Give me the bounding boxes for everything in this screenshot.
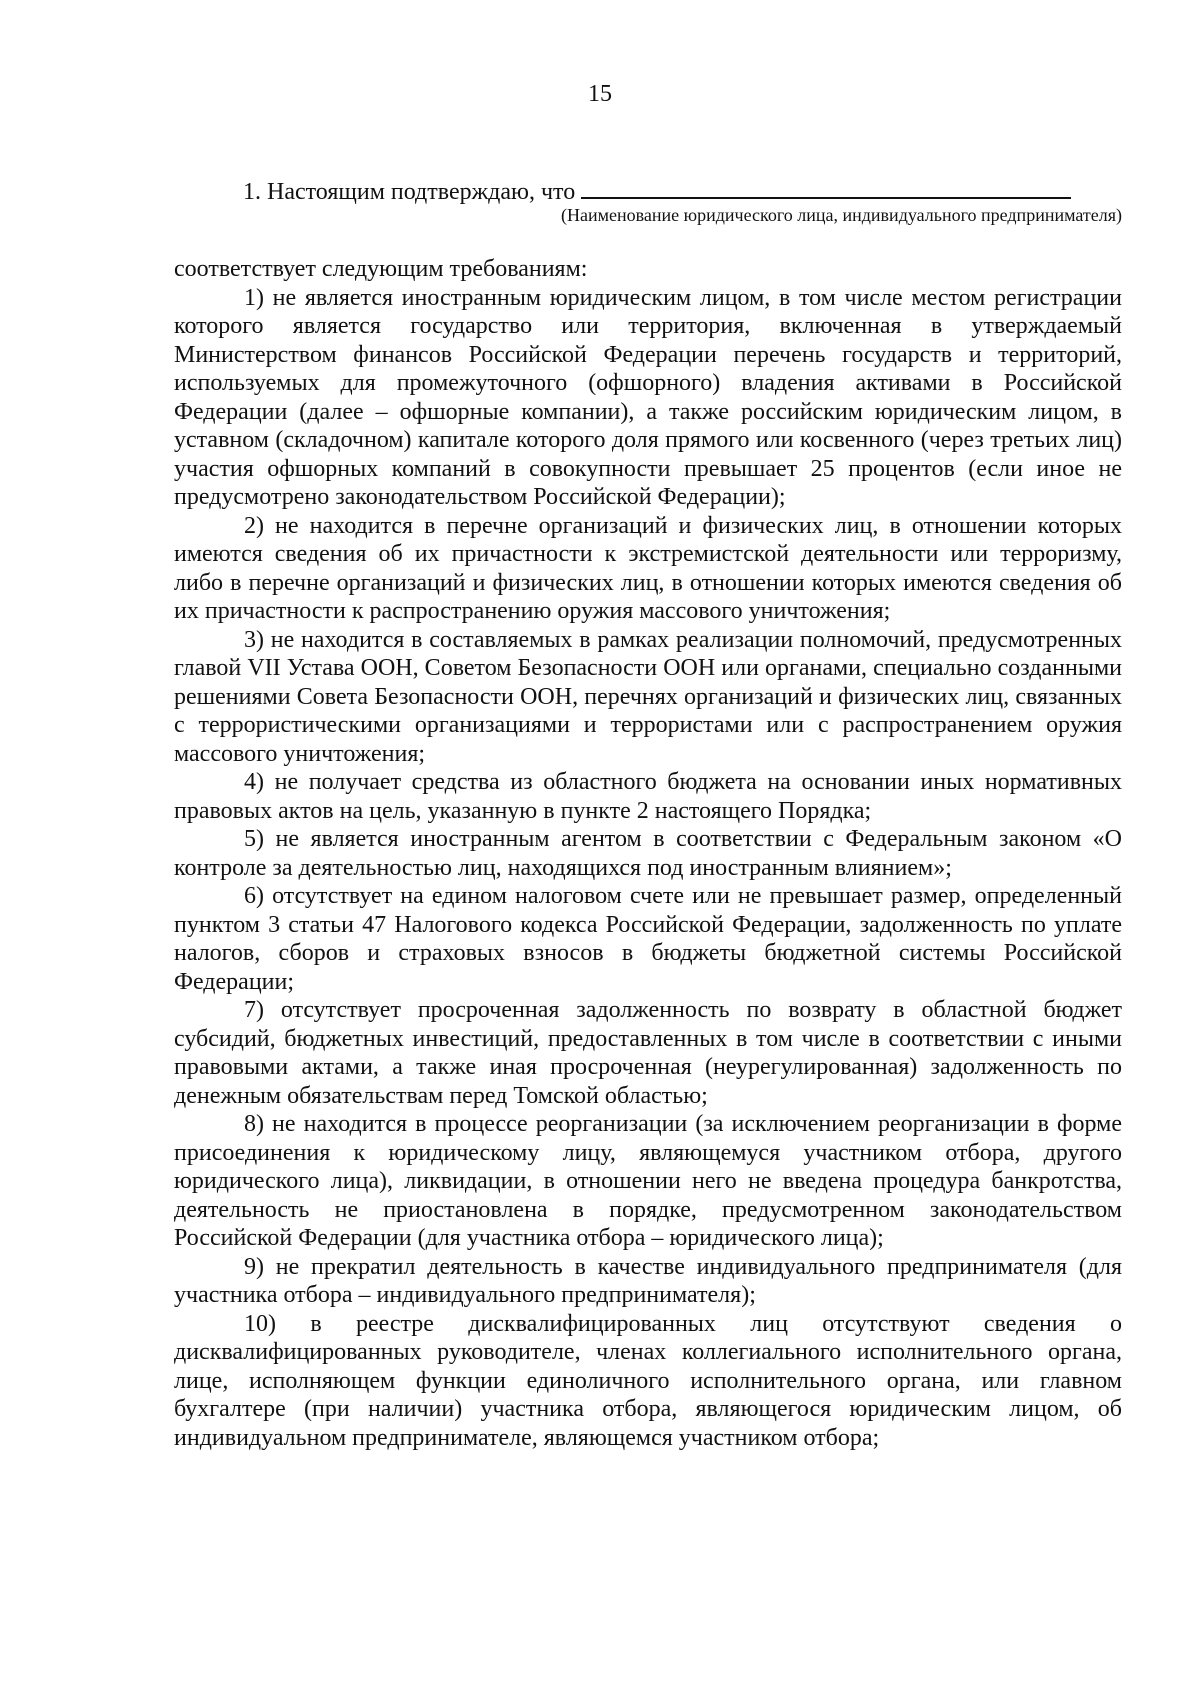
entity-name-blank	[581, 175, 1071, 199]
entity-name-caption: (Наименование юридического лица, индивидуального предпринимателя)	[561, 205, 1122, 225]
requirement-item-7: 7) отсутствует просроченная задолженность по возврату в областной бюджет субсидий, бюджетных инвестиций, предоставленных в том числе в соответствии с иными правовыми актами, а также иная просроченная (неурегулированная) задолженность по денежным обязательствам перед Томской областью;	[174, 997, 1122, 1109]
page-number: 15	[588, 81, 612, 107]
requirement-item-4: 4) не получает средства из областного бюджета на основании иных нормативных правовых актов на цель, указанную в пункте 2 настоящего Порядка;	[174, 769, 1122, 824]
requirement-item-9: 9) не прекратил деятельность в качестве индивидуального предпринимателя (для участника отбора – индивидуального предпринимателя);	[174, 1253, 1122, 1308]
requirement-item-2: 2) не находится в перечне организаций и физических лиц, в отношении которых имеются сведения об их причастности к экстремистской деятельности или терроризму, либо в перечне организаций и физических лиц, в отношении которых имеются сведения об их причастности к распространению оружия массового уничтожения;	[174, 512, 1122, 624]
confirmation-lead: 1. Настоящим подтверждаю, что	[243, 179, 576, 205]
confirmation-statement	[243, 175, 1071, 206]
requirements-text	[174, 255, 1122, 1452]
requirements-intro: соответствует следующим требованиям:	[174, 256, 588, 282]
requirement-item-1: 1) не является иностранным юридическим лицом, в том числе местом регистрации которого является государство или территория, включенная в утверждаемый Министерством финансов Российской Федерации перечень государств и территорий, используемых для промежуточного (офшорного) владения активами в Российской Федерации (далее – офшорные компании), а также российским юридическим лицом, в уставном (складочном) капитале которого доля прямого или косвенного (через третьих лиц) участия офшорных компаний в совокупности превышает 25 процентов (если иное не предусмотрено законодательством Российской Федерации);	[174, 284, 1122, 510]
requirement-item-8: 8) не находится в процессе реорганизации (за исключением реорганизации в форме присоединения к юридическому лицу, являющемуся участником отбора, другого юридического лица), ликвидации, в отношении него не введена процедура банкротства, деятельность не приостановлена в порядке, предусмотренном законодательством Российской Федерации (для участника отбора – юридического лица);	[174, 1111, 1122, 1251]
requirement-item-6: 6) отсутствует на едином налоговом счете или не превышает размер, определенный пунктом 3 статьи 47 Налогового кодекса Российской Федерации, задолженность по уплате налогов, сборов и страховых взносов в бюджеты бюджетной системы Российской Федерации;	[174, 883, 1122, 995]
requirement-item-5: 5) не является иностранным агентом в соответствии с Федеральным законом «О контроле за деятельностью лиц, находящихся под иностранным влиянием»;	[174, 826, 1122, 881]
requirement-item-10: 10) в реестре дисквалифицированных лиц отсутствуют сведения о дисквалифицированных руководителе, членах коллегиального исполнительного органа, лице, исполняющем функции единоличного исполнительного органа, или главном бухгалтере (при наличии) участника отбора, являющегося юридическим лицом, об индивидуальном предпринимателе, являющемся участником отбора;	[174, 1310, 1122, 1451]
requirement-item-3: 3) не находится в составляемых в рамках реализации полномочий, предусмотренных главой VII Устава ООН, Советом Безопасности ООН или органами, специально созданными решениями Совета Безопасности ООН, перечнях организаций и физических лиц, связанных с террористическими организациями и террористами или с распространением оружия массового уничтожения;	[174, 626, 1122, 767]
